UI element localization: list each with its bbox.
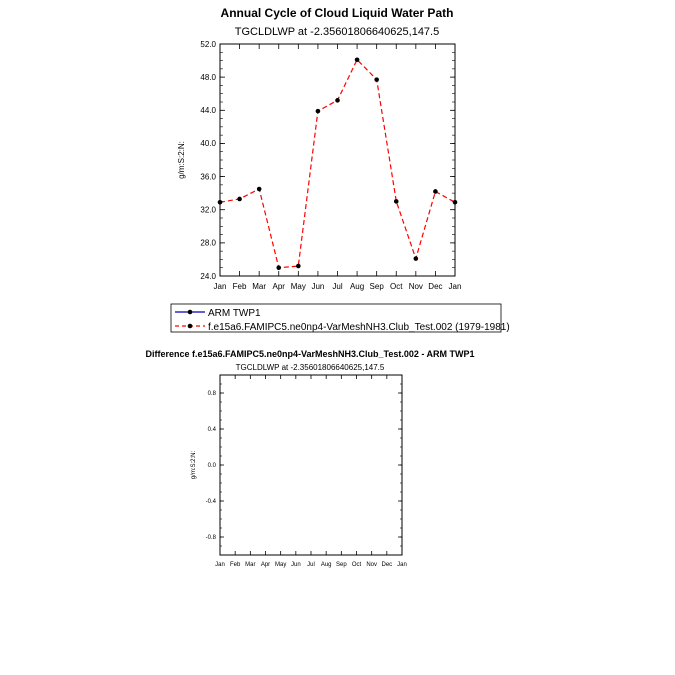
x-tick-label: Jan — [448, 282, 462, 291]
x-tick-label: Jul — [307, 562, 315, 568]
x-tick-label: Jun — [311, 282, 325, 291]
y-tick-label: 36.0 — [200, 172, 216, 182]
legend-label-arm: ARM TWP1 — [208, 308, 261, 319]
difference-y-axis-label: g/m:S:2:N: — [191, 450, 197, 480]
difference-subtitle: TGCLDLWP at -2.35601806640625,147.5 — [235, 363, 385, 372]
plot-frame — [220, 44, 455, 276]
difference-plot-frame — [220, 375, 402, 555]
y-tick-label: -0.4 — [205, 499, 216, 506]
x-tick-label: Aug — [349, 282, 365, 291]
data-point — [276, 265, 281, 270]
chart-subtitle: TGCLDLWP at -2.35601806640625,147.5 — [234, 26, 440, 38]
difference-title: Difference f.e15a6.FAMIPC5.ne0np4-VarMeshNH3.Club_Test.002 - ARM TWP1 — [145, 349, 475, 359]
y-tick-label: 40.0 — [200, 139, 216, 149]
y-tick-label: 32.0 — [200, 205, 216, 215]
data-point — [218, 200, 223, 205]
data-point — [394, 199, 399, 204]
data-point — [335, 98, 340, 103]
series-group — [218, 57, 458, 270]
data-point — [453, 200, 458, 205]
legend-marker-arm — [188, 310, 193, 315]
x-tick-label: Dec — [381, 562, 393, 568]
data-point — [355, 57, 360, 62]
x-tick-label: Apr — [272, 282, 285, 291]
x-tick-label: Sep — [335, 562, 347, 568]
y-tick-label: 48.0 — [200, 72, 216, 82]
x-tick-label: May — [290, 282, 306, 291]
x-tick-label: Nov — [366, 562, 378, 568]
x-tick-label: Dec — [428, 282, 443, 291]
data-point — [374, 77, 379, 82]
annual-cycle-chart — [177, 6, 461, 291]
legend-label-model: f.e15a6.FAMIPC5.ne0np4-VarMeshNH3.Club_Test.002 (1979-1981) — [208, 322, 510, 333]
x-tick-label: Jul — [332, 282, 343, 291]
y-tick-label: -0.8 — [205, 535, 216, 542]
x-tick-label: Feb — [229, 562, 241, 568]
y-tick-label: 28.0 — [200, 238, 216, 248]
x-tick-label: Oct — [390, 282, 403, 291]
x-tick-label: Sep — [369, 282, 384, 291]
data-point — [414, 256, 419, 261]
x-tick-label: Mar — [245, 562, 256, 568]
legend — [171, 304, 510, 333]
data-point — [316, 109, 321, 114]
x-tick-label: Apr — [260, 562, 271, 568]
data-point — [433, 189, 438, 194]
x-tick-label: Jun — [290, 562, 301, 568]
data-point — [257, 187, 262, 192]
difference-chart — [145, 349, 474, 568]
y-axis-label: g/m:S:2:N: — [177, 141, 186, 179]
y-tick-label: 52.0 — [200, 39, 216, 49]
x-tick-label: Feb — [232, 282, 247, 291]
x-tick-label: May — [274, 562, 287, 568]
y-tick-label: 44.0 — [200, 106, 216, 116]
difference-tick-group — [206, 375, 407, 568]
series-line-1 — [220, 60, 455, 268]
x-tick-label: Jan — [215, 562, 225, 568]
x-tick-label: Mar — [252, 282, 267, 291]
x-tick-label: Oct — [351, 562, 362, 568]
y-tick-label: 0.4 — [207, 427, 216, 434]
chart-title: Annual Cycle of Cloud Liquid Water Path — [220, 6, 454, 20]
y-tick-label: 24.0 — [200, 271, 216, 281]
x-tick-label: Jan — [213, 282, 227, 291]
data-point — [237, 197, 242, 202]
x-tick-label: Nov — [408, 282, 423, 291]
y-tick-label: 0.8 — [207, 391, 216, 398]
legend-marker-model — [188, 324, 193, 329]
data-point — [296, 264, 301, 269]
x-tick-label: Jan — [397, 562, 407, 568]
tick-group — [200, 40, 461, 291]
x-tick-label: Aug — [320, 562, 332, 568]
y-tick-label: 0.0 — [207, 463, 216, 470]
